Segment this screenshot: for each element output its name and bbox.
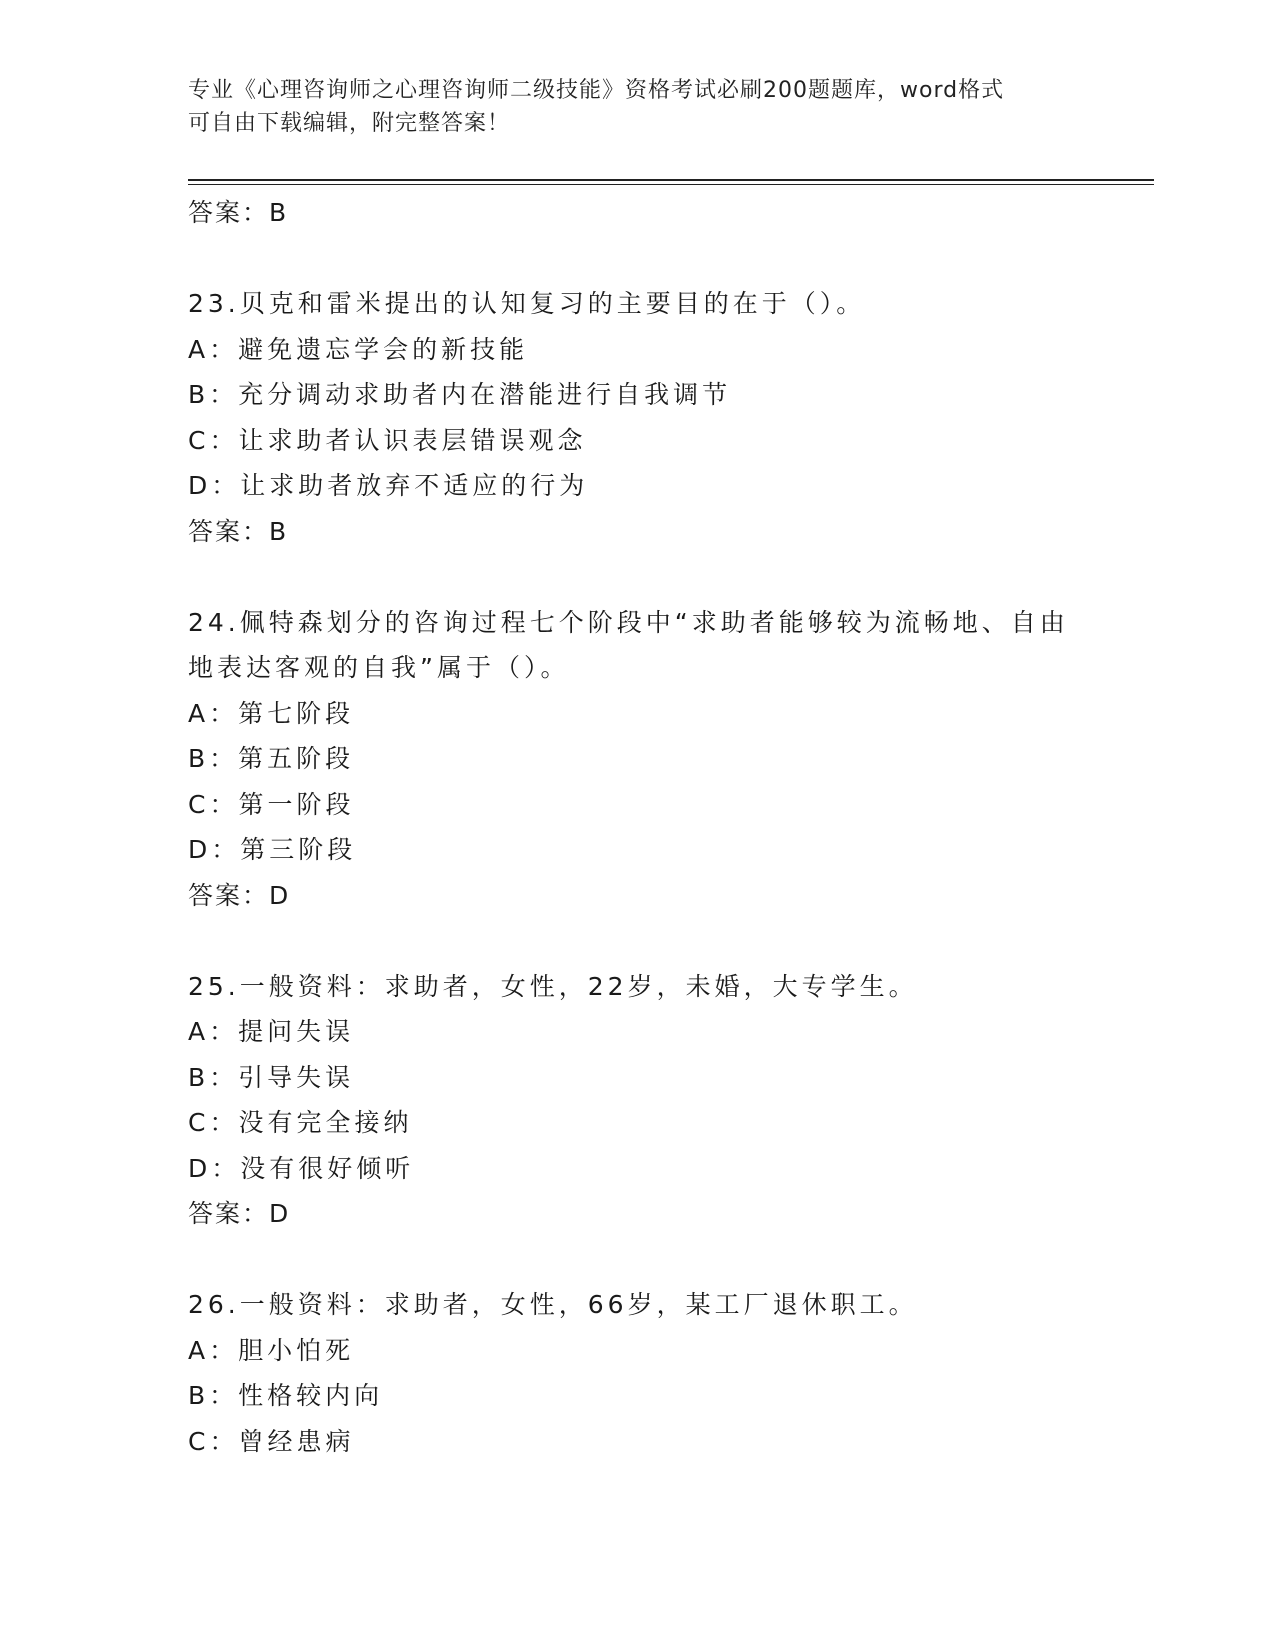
answer-line: 答案：B — [188, 516, 289, 546]
header-rule-thick — [188, 179, 1154, 181]
option-a: A：避免遗忘学会的新技能 — [188, 334, 529, 364]
spacer — [188, 554, 1088, 600]
option-b: B：引导失误 — [188, 1062, 355, 1092]
question-block — [188, 1282, 1088, 1464]
page-header — [188, 74, 1068, 140]
spacer — [188, 236, 1088, 282]
option-d: D：没有很好倾听 — [188, 1153, 415, 1183]
question-list — [188, 190, 1088, 1464]
question-stem-continued: 地表达客观的自我”属于（）。 — [188, 653, 570, 682]
answer-line: 答案：D — [188, 880, 291, 910]
option-b: B：第五阶段 — [188, 744, 355, 773]
question-block — [188, 964, 1088, 1237]
option-a: A：提问失误 — [188, 1017, 355, 1046]
option-c: C：第一阶段 — [188, 789, 355, 819]
header-line-1: 专业《心理咨询师之心理咨询师二级技能》资格考试必刷200题题库，word格式 — [188, 78, 1005, 103]
spacer — [188, 1237, 1088, 1283]
header-line-2: 可自由下载编辑，附完整答案！ — [188, 111, 511, 136]
answer-line: 答案：D — [188, 1199, 291, 1228]
question-stem: 25.一般资料：求助者，女性，22岁，未婚，大专学生。 — [188, 971, 918, 1001]
answer-line: 答案：B — [188, 198, 289, 227]
header-rule-thin — [188, 184, 1154, 185]
option-a: A：第七阶段 — [188, 698, 355, 728]
question-block — [188, 281, 1088, 554]
option-d: D：让求助者放弃不适应的行为 — [188, 471, 589, 500]
question-stem: 26.一般资料：求助者，女性，66岁，某工厂退休职工。 — [188, 1290, 918, 1319]
option-b: B：性格较内向 — [188, 1381, 384, 1410]
question-stem: 24.佩特森划分的咨询过程七个阶段中“求助者能够较为流畅地、自由 — [188, 607, 1069, 637]
option-c: C：曾经患病 — [188, 1426, 355, 1456]
question-stem: 23.贝克和雷米提出的认知复习的主要目的在于（）。 — [188, 289, 866, 318]
option-b: B：充分调动求助者内在潜能进行自我调节 — [188, 380, 732, 409]
option-d: D：第三阶段 — [188, 835, 357, 864]
spacer — [188, 918, 1088, 964]
question-block — [188, 600, 1088, 919]
option-a: A：胆小怕死 — [188, 1335, 355, 1365]
option-c: C：让求助者认识表层错误观念 — [188, 425, 587, 455]
option-c: C：没有完全接纳 — [188, 1108, 413, 1137]
